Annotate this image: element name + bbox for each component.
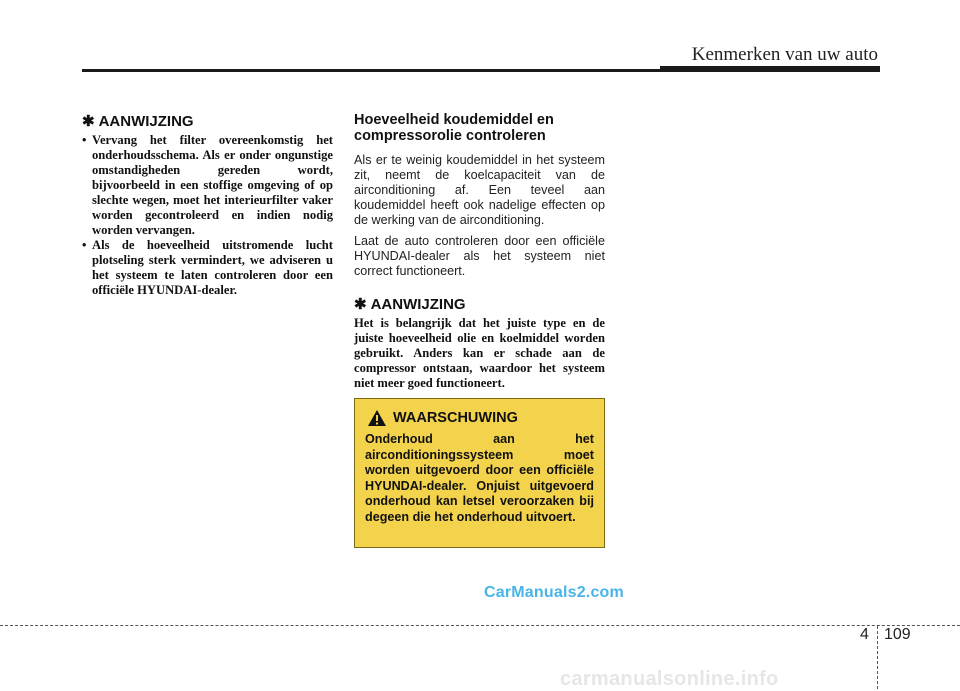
warning-title: WAARSCHUWING xyxy=(393,410,518,426)
notice-bullet-list xyxy=(82,133,333,298)
footer-divider xyxy=(0,625,960,626)
notice-text: Het is belangrijk dat het juiste type en de juiste hoeveelheid olie en koelmiddel worden gebruikt. Anders kan er schade aan de compressor ontstaan, waardoor het systeem niet meer goed functioneert. xyxy=(354,316,605,390)
notice-heading xyxy=(82,112,333,130)
footer-vertical-divider xyxy=(877,626,878,689)
section-paragraph: Als er te weinig koudemiddel in het systeem zit, neemt de koelcapaciteit van de airconditioning af. Een teveel aan koudemiddel heeft ook nadelige effecten op de werking van de airconditioning. xyxy=(354,153,605,227)
notice-bullet: • Vervang het filter overeenkomstig het onderhoudsschema. Als er onder ongunstige omstandigheden gereden wordt, bijvoorbeeld in een stoffige omgeving of op slechte wegen, moet het interieurfilter vaker worden gecontroleerd en indien nodig worden vervangen. xyxy=(82,133,333,238)
notice-heading xyxy=(354,295,605,313)
page-header-title: Kenmerken van uw auto xyxy=(691,44,878,65)
section-heading: Hoeveelheid koudemiddel en compressorolie controleren xyxy=(354,112,554,144)
section-paragraph: Laat de auto controleren door een officiële HYUNDAI-dealer als het systeem niet correct functioneert. xyxy=(354,234,605,278)
page-number: 109 xyxy=(884,626,911,643)
warning-text: Onderhoud aan het airconditioningssysteem moet worden uitgevoerd door een officiële HYUNDAI-dealer. Onjuist uitgevoerd onderhoud kan letsel veroorzaken bij degeen die het onderhoud uitvoert. xyxy=(365,432,594,524)
left-column xyxy=(82,112,333,298)
notice-title: AANWIJZING xyxy=(98,112,194,130)
star-icon: ✱ xyxy=(354,296,367,313)
warning-triangle-icon xyxy=(367,409,387,427)
carmanuals-watermark: CarManuals2.com xyxy=(484,584,624,601)
warning-heading xyxy=(367,409,594,427)
star-icon: ✱ xyxy=(82,113,95,130)
notice-bullet: • Als de hoeveelheid uitstromende lucht plotseling sterk vermindert, we adviseren u het systeem te laten controleren door een officiële HYUNDAI-dealer. xyxy=(82,238,333,298)
warning-box xyxy=(354,398,605,548)
notice-title: AANWIJZING xyxy=(370,295,466,313)
chapter-number: 4 xyxy=(860,626,869,643)
site-watermark: carmanualsonline.info xyxy=(560,668,779,690)
header-rule-accent xyxy=(660,66,880,71)
notice-block xyxy=(354,295,605,391)
middle-column xyxy=(354,112,605,391)
